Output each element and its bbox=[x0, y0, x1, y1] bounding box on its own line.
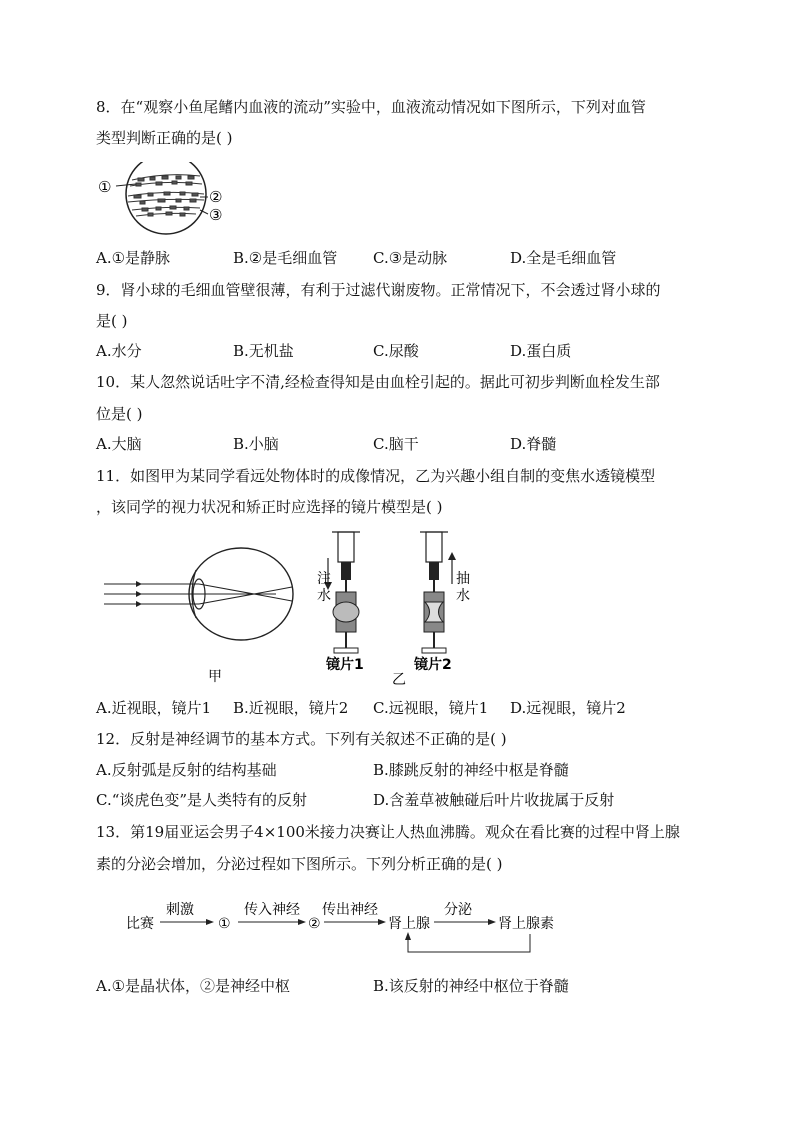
flow-start: 比赛 bbox=[126, 916, 154, 932]
q9-option-a[interactable]: A.水分 bbox=[96, 342, 142, 360]
flow-arrow-3-label: 传出神经 bbox=[322, 902, 378, 918]
lens2-label: 镜片2 bbox=[414, 657, 452, 673]
flow-node-1: ① bbox=[218, 916, 231, 932]
lens-model-2 bbox=[414, 532, 470, 673]
flow-arrow-1-label: 刺激 bbox=[166, 902, 194, 918]
fig-label-2: ② bbox=[209, 188, 223, 206]
q11-figure bbox=[96, 526, 496, 686]
eye-diagram bbox=[104, 548, 293, 685]
flow-arrow-4-label: 分泌 bbox=[444, 902, 472, 918]
q11-option-d[interactable]: D.远视眼，镜片2 bbox=[510, 699, 626, 717]
q10-option-b[interactable]: B.小脑 bbox=[233, 435, 279, 453]
q9-option-d[interactable]: D.蛋白质 bbox=[510, 342, 572, 360]
q11-stem-line2: ，该同学的视力状况和矫正时应选择的镜片模型是( ) bbox=[96, 498, 443, 516]
flow-arrow-2-label: 传入神经 bbox=[244, 902, 300, 918]
q12-option-d[interactable]: D.含羞草被触碰后叶片收拢属于反射 bbox=[373, 791, 615, 809]
q8-option-c[interactable]: C.③是动脉 bbox=[373, 249, 448, 267]
q8-option-a[interactable]: A.①是静脉 bbox=[96, 249, 171, 267]
q11-stem-line1: 11．如图甲为某同学看远处物体时的成像情况，乙为兴趣小组自制的变焦水透镜模型 bbox=[96, 467, 656, 485]
q12-stem-line1: 12．反射是神经调节的基本方式。下列有关叙述不正确的是( ) bbox=[96, 730, 507, 748]
q13-option-b[interactable]: B.该反射的神经中枢位于脊髓 bbox=[373, 977, 569, 995]
label-jia: 甲 bbox=[208, 669, 222, 685]
label-yi: 乙 bbox=[392, 672, 406, 686]
q8-stem-line2: 类型判断正确的是( ) bbox=[96, 129, 233, 147]
q11-option-b[interactable]: B.近视眼，镜片2 bbox=[233, 699, 349, 717]
q12-option-a[interactable]: A.反射弧是反射的结构基础 bbox=[96, 761, 277, 779]
convex-lens bbox=[333, 602, 359, 622]
q9-stem-line1: 9．肾小球的毛细血管壁很薄，有利于过滤代谢废物。正常情况下，不会透过肾小球的 bbox=[96, 281, 661, 299]
q13-stem-line2: 素的分泌会增加，分泌过程如下图所示。下列分析正确的是( ) bbox=[96, 855, 503, 873]
q11-option-a[interactable]: A.近视眼，镜片1 bbox=[96, 699, 212, 717]
extract-char-2: 水 bbox=[456, 588, 470, 604]
extract-char-1: 抽 bbox=[456, 571, 470, 587]
q11-option-c[interactable]: C.远视眼，镜片1 bbox=[373, 699, 489, 717]
q13-flow-diagram bbox=[120, 896, 580, 958]
q12-option-b[interactable]: B.膝跳反射的神经中枢是脊髓 bbox=[373, 761, 569, 779]
q12-option-c[interactable]: C.“谈虎色变”是人类特有的反射 bbox=[96, 791, 308, 809]
q10-option-a[interactable]: A.大脑 bbox=[96, 435, 142, 453]
q10-stem-line2: 位是( ) bbox=[96, 405, 143, 423]
q13-stem-line1: 13．第19届亚运会男子4×100米接力决赛让人热血沸腾。观众在看比赛的过程中肾上腺 bbox=[96, 823, 680, 841]
lens-model-1 bbox=[317, 532, 364, 673]
feedback-line bbox=[408, 934, 530, 952]
lens1-label: 镜片1 bbox=[326, 657, 364, 673]
fig-label-3: ③ bbox=[209, 206, 223, 224]
q10-stem-line1: 10．某人忽然说话吐字不清,经检查得知是由血栓引起的。据此可初步判断血栓发生部 bbox=[96, 373, 660, 391]
q13-option-a[interactable]: A.①是晶状体，②是神经中枢 bbox=[96, 977, 291, 995]
q8-stem-line1: 8．在“观察小鱼尾鳍内血液的流动”实验中，血液流动情况如下图所示，下列对血管 bbox=[96, 98, 646, 116]
q10-option-d[interactable]: D.脊髓 bbox=[510, 435, 557, 453]
inject-char-1: 注 bbox=[317, 571, 331, 587]
q8-option-d[interactable]: D.全是毛细血管 bbox=[510, 249, 617, 267]
q8-figure bbox=[96, 162, 236, 242]
inject-char-2: 水 bbox=[317, 588, 331, 604]
flow-node-2: ② bbox=[308, 916, 321, 932]
q9-stem-line2: 是( ) bbox=[96, 312, 128, 330]
flow-hormone: 肾上腺素 bbox=[498, 916, 554, 932]
q9-option-b[interactable]: B.无机盐 bbox=[233, 342, 294, 360]
q10-option-c[interactable]: C.脑干 bbox=[373, 435, 419, 453]
fig-label-1: ① bbox=[98, 178, 112, 196]
q9-option-c[interactable]: C.尿酸 bbox=[373, 342, 419, 360]
q8-option-b[interactable]: B.②是毛细血管 bbox=[233, 249, 338, 267]
flow-gland: 肾上腺 bbox=[388, 916, 430, 932]
